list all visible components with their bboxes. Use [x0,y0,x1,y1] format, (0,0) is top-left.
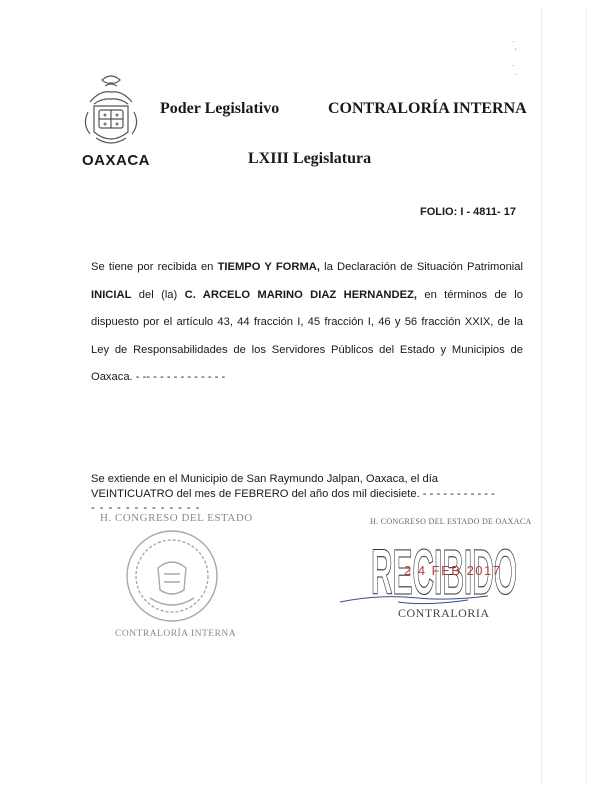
legislature-name: LXIII Legislatura [248,150,372,167]
seal-title: H. CONGRESO DEL ESTADO [100,512,253,524]
received-stamp-word: RECIBIDO [371,538,517,600]
received-date: 2 4 FEB 2017 [404,563,502,578]
organization-name: Poder Legislativo [160,100,280,117]
paragraph-text: la Declaración de Situación Patrimonial [319,261,523,273]
received-stamp-footer: CONTRALORIA [398,606,490,620]
declaration-type: INICIAL [91,288,132,301]
scan-edge-line [541,8,542,784]
state-name: OAXACA [82,152,151,169]
received-stamp-title: H. CONGRESO DEL ESTADO DE OAXACA [370,517,532,526]
closing-line-2: VEINTICUATRO del mes de FEBRERO del año dos mil diecisiete. - - - - - - - - - - - [91,488,495,500]
declarant-name: C. ARCELO MARINO DIAZ HERNANDEZ, [184,288,417,301]
scan-edge-line-faint [586,8,587,784]
paragraph-text: en términos de lo dispuesto por el artículo 43, 44 fracción I, 45 fracción I, 46 y 56 fracción XXIX, de la Ley de Responsabilidades de los Servidores Públicos del Estado y Municipios de Oaxaca. - -- - - - - - - - - - - - [91,288,523,383]
department-name: CONTRALORÍA INTERNA [328,100,527,117]
declaration-paragraph [91,254,523,392]
paragraph-emphasis: TIEMPO Y FORMA, [217,261,320,273]
folio-number: FOLIO: I - 4811- 17 [420,206,516,218]
oaxaca-coat-of-arms-icon [80,72,142,152]
paragraph-text: Se tiene por recibida en [91,261,218,273]
scan-specks: · ' . · [512,36,518,79]
closing-line-1: Se extiende en el Municipio de San Raymundo Jalpan, Oaxaca, el día [91,473,439,485]
official-seal-icon [124,528,220,624]
seal-footer: CONTRALORÍA INTERNA [115,629,237,639]
paragraph-text: del (la) [131,288,185,301]
closing-statement [91,472,531,502]
closing-dash-line: - - - - - - - - - - - - - [91,502,201,514]
